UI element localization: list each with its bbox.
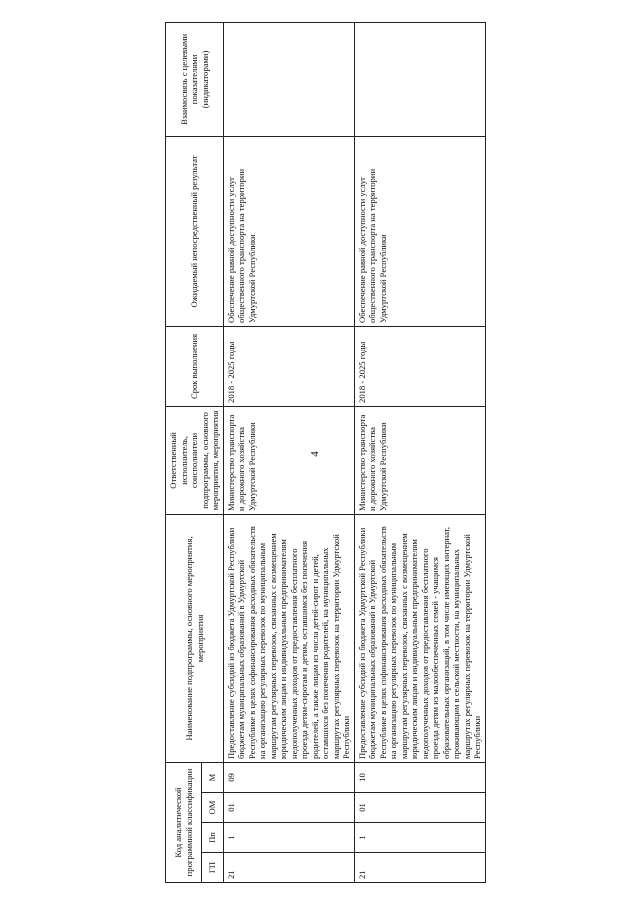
program-activities-table [165, 22, 486, 883]
cell-deadline: 2018 - 2025 годы [354, 326, 485, 406]
cell-executor: Министерство транспорта и дорожного хозяйства Удмуртской Республики [354, 406, 485, 514]
header-executor: Ответственный исполнитель, соисполнители подпрограммы, основного мероприятия, мероприятия [166, 406, 224, 514]
header-name: Наименование подпрограммы, основного мероприятия, мероприятия [166, 514, 224, 762]
cell-link [354, 22, 485, 136]
cell-m: 10 [354, 762, 485, 792]
header-result: Ожидаемый непосредственный результат [166, 136, 224, 326]
header-gp: ГП [202, 853, 224, 883]
cell-gp: 21 [354, 853, 485, 883]
cell-link [224, 22, 355, 136]
header-m: М [202, 762, 224, 792]
cell-result: Обеспечение равной доступности услуг общественного транспорта на территории Удмуртской Республики [354, 136, 485, 326]
table-row [224, 22, 355, 882]
header-pp: Пп [202, 823, 224, 853]
page-number: 4 [308, 451, 321, 457]
table-row [354, 22, 485, 882]
cell-m: 09 [224, 762, 355, 792]
cell-name: Предоставление субсидий из бюджета Удмуртской Республики бюджетам муниципальных образований в Удмуртской Республике в целях софинансирования расходных обязательств на организацию регулярных перевозок по муниципальным маршрутам регулярных перевозок, связанных с возмещением юридическим лицам и индивидуальным предпринимателям недополученных доходов от предоставления бесплатного проезда детям-сиротам и детям, оставшимся без попечения родителей, а также лицам из числа детей-сирот и детей, оставшихся без попечения родителей, на муниципальных маршрутах регулярных перевозок на территории Удмуртской Республики [224, 514, 355, 762]
header-om: ОМ [202, 793, 224, 823]
program-table-page [165, 23, 483, 883]
cell-gp: 21 [224, 853, 355, 883]
header-row-1 [166, 22, 202, 882]
cell-executor: Министерство транспорта и дорожного хозяйства Удмуртской Республики [224, 406, 355, 514]
cell-om: 01 [354, 793, 485, 823]
cell-name: Предоставление субсидий из бюджета Удмуртской Республики бюджетам муниципальных образований в Удмуртской Республике в целях софинансирования расходных обязательств на организацию регулярных перевозок по муниципальным маршрутам регулярных перевозок, связанных с возмещением юридическим лицам и индивидуальным предпринимателям недополученных доходов от предоставления бесплатного проезда детям из малообеспеченных семей - учащимся образовательных организаций, в том числе имеющих интернат, проживающим в сельской местности, на муниципальных маршрутах регулярных перевозок на территории Удмуртской Республики [354, 514, 485, 762]
cell-deadline: 2018 - 2025 годы [224, 326, 355, 406]
cell-pp: 1 [354, 823, 485, 853]
header-deadline: Срок выполнения [166, 326, 224, 406]
cell-result: Обеспечение равной доступности услуг общественного транспорта на территории Удмуртской Республики [224, 136, 355, 326]
header-link: Взаимосвязь с целевыми показателями (индикаторами) [166, 22, 224, 136]
header-code-group: Код аналитической программной классификации [166, 762, 202, 882]
cell-om: 01 [224, 793, 355, 823]
cell-pp: 1 [224, 823, 355, 853]
